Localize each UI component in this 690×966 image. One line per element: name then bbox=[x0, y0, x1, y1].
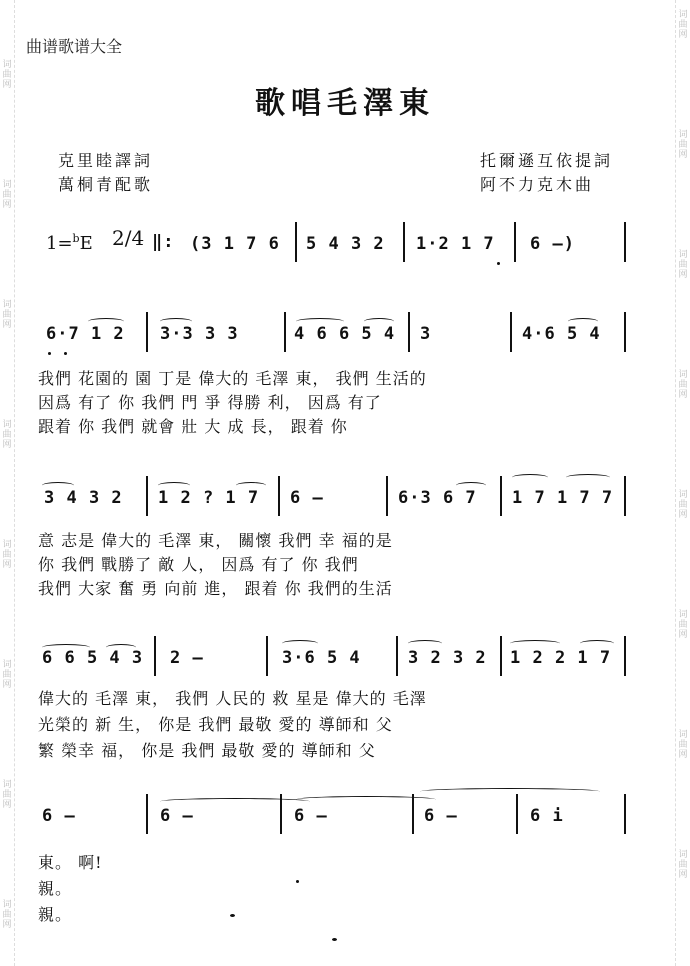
s5-barline-4 bbox=[516, 794, 518, 834]
s4-slur-3 bbox=[282, 640, 318, 647]
s1-barline-3 bbox=[514, 222, 516, 262]
s3-barline-2 bbox=[278, 476, 280, 516]
s3-lyric-verse-3: 我們 大家 奮 勇 向前 進， 跟着 你 我們的生活 bbox=[38, 579, 393, 598]
watermark-left-2: 词曲网 bbox=[2, 180, 12, 210]
s4-barline-1 bbox=[154, 636, 156, 676]
s2-measure-5: 4·6 5 4 bbox=[522, 324, 601, 344]
s5-measure-1: 6 — bbox=[42, 806, 76, 826]
s4-lyric-verse-3: 繁 榮幸 福， 你是 我們 最敬 愛的 導師和 父 bbox=[38, 741, 376, 760]
s5-barline-1 bbox=[146, 794, 148, 834]
watermark-left-1: 词曲网 bbox=[2, 60, 12, 90]
s3-barline-4 bbox=[500, 476, 502, 516]
s2-barline-3 bbox=[408, 312, 410, 352]
stray-mark-2 bbox=[230, 914, 235, 917]
s5-measure-2: 6 — bbox=[160, 806, 194, 826]
s2-lyric-verse-2: 因爲 有了 你 我們 門 爭 得勝 利， 因爲 有了 bbox=[38, 393, 382, 412]
s3-measure-3: 6 — bbox=[290, 488, 324, 508]
s2-lyric-verse-1: 我們 花園的 園 丁是 偉大的 毛澤 東， 我們 生活的 bbox=[38, 369, 427, 388]
time-signature: 2/4 bbox=[112, 226, 145, 250]
watermark-right-7: 词曲网 bbox=[678, 730, 688, 760]
s4-measure-2: 2 — bbox=[170, 648, 204, 668]
left-watermark-strip bbox=[0, 0, 15, 966]
s2-measure-4: 3 bbox=[420, 324, 432, 344]
s3-measure-1: 3 4 3 2 bbox=[44, 488, 123, 508]
watermark-right-6: 词曲网 bbox=[678, 610, 688, 640]
arranger-credit: 萬桐青配歌 bbox=[58, 175, 154, 194]
s1-barline-2 bbox=[403, 222, 405, 262]
s2-low-dot-1 bbox=[48, 352, 51, 355]
s4-barline-4 bbox=[500, 636, 502, 676]
watermark-left-4: 词曲网 bbox=[2, 420, 12, 450]
watermark-right-1: 词曲网 bbox=[678, 10, 688, 40]
s4-measure-3: 3·6 5 4 bbox=[282, 648, 361, 668]
s4-lyric-verse-1: 偉大的 毛澤 東， 我們 人民的 救 星是 偉大的 毛澤 bbox=[38, 689, 427, 708]
watermark-right-4: 词曲网 bbox=[678, 370, 688, 400]
watermark-right-8: 词曲网 bbox=[678, 850, 688, 880]
s3-slur-6 bbox=[566, 474, 610, 481]
site-label: 曲谱歌谱大全 bbox=[26, 37, 123, 56]
watermark-left-3: 词曲网 bbox=[2, 300, 12, 330]
s1-barline-1 bbox=[295, 222, 297, 262]
s4-slur-5 bbox=[510, 640, 560, 647]
s5-lyric-verse-2: 親。 bbox=[38, 879, 73, 898]
s3-barline-3 bbox=[386, 476, 388, 516]
key-flat: b bbox=[72, 232, 80, 245]
s1-measure-4: 6 —) bbox=[530, 234, 575, 254]
s1-measure-3: 1·2 1 7 bbox=[416, 234, 495, 254]
s4-slur-4 bbox=[408, 640, 442, 647]
watermark-left-7: 词曲网 bbox=[2, 780, 12, 810]
s2-barline-end bbox=[624, 312, 626, 352]
s1-measure-2: 5 4 3 2 bbox=[306, 234, 385, 254]
repeat-sign: ‖: bbox=[152, 232, 175, 252]
s5-barline-3 bbox=[412, 794, 414, 834]
s3-lyric-verse-2: 你 我們 戰勝了 敵 人， 因爲 有了 你 我們 bbox=[38, 555, 359, 574]
watermark-left-8: 词曲网 bbox=[2, 900, 12, 930]
watermark-right-5: 词曲网 bbox=[678, 490, 688, 520]
s3-measure-5: 1 7 1 7 7 bbox=[512, 488, 614, 508]
s4-measure-1: 6 6 5 4 3 bbox=[42, 648, 144, 668]
composer-credit: 阿不力克木曲 bbox=[480, 175, 595, 194]
s5-lyric-verse-3: 親。 bbox=[38, 905, 73, 924]
s4-lyric-verse-2: 光榮的 新 生， 你是 我們 最敬 愛的 導師和 父 bbox=[38, 715, 393, 734]
s2-barline-4 bbox=[510, 312, 512, 352]
s4-measure-4: 3 2 3 2 bbox=[408, 648, 487, 668]
s1-measure-1: (3 1 7 6 bbox=[190, 234, 280, 254]
page-title: 歌唱毛澤東 bbox=[255, 86, 435, 121]
s5-barline-end bbox=[624, 794, 626, 834]
s4-barline-end bbox=[624, 636, 626, 676]
stray-mark-1 bbox=[296, 880, 299, 883]
s3-measure-4: 6·3 6 7 bbox=[398, 488, 477, 508]
key-prefix: 1= bbox=[46, 233, 73, 254]
s3-lyric-verse-1: 意 志是 偉大的 毛澤 東， 關懷 我們 幸 福的是 bbox=[38, 531, 393, 550]
stray-mark-3 bbox=[332, 938, 337, 941]
s3-slur-5 bbox=[512, 474, 548, 481]
s4-barline-2 bbox=[266, 636, 268, 676]
s5-tie-3 bbox=[420, 788, 600, 795]
s5-tie-1 bbox=[160, 798, 310, 805]
watermark-left-5: 词曲网 bbox=[2, 540, 12, 570]
s5-measure-3: 6 — bbox=[294, 806, 328, 826]
watermark-right-3: 词曲网 bbox=[678, 250, 688, 280]
s2-measure-3: 4 6 6 5 4 bbox=[294, 324, 396, 344]
s5-measure-4: 6 — bbox=[424, 806, 458, 826]
lyric-translator-credit: 克里睦譯詞 bbox=[58, 151, 154, 170]
s4-barline-3 bbox=[396, 636, 398, 676]
s4-measure-5: 1 2 2 1 7 bbox=[510, 648, 612, 668]
s2-measure-1: 6·7 1 2 bbox=[46, 324, 125, 344]
s2-low-dot-2 bbox=[64, 352, 67, 355]
s2-lyric-verse-3: 跟着 你 我們 就會 壯 大 成 長， 跟着 你 bbox=[38, 417, 348, 436]
s2-measure-2: 3·3 3 3 bbox=[160, 324, 239, 344]
s2-barline-2 bbox=[284, 312, 286, 352]
key-note: E bbox=[79, 233, 93, 254]
s1-barline-end bbox=[624, 222, 626, 262]
s5-tie-2 bbox=[296, 796, 436, 803]
key-signature bbox=[46, 232, 93, 254]
s5-lyric-verse-1: 東。 啊! bbox=[38, 853, 103, 872]
s3-barline-1 bbox=[146, 476, 148, 516]
s3-measure-2: 1 2 ? 1 7 bbox=[158, 488, 260, 508]
watermark-right-2: 词曲网 bbox=[678, 130, 688, 160]
s5-measure-5: 6 i bbox=[530, 806, 564, 826]
s2-barline-1 bbox=[146, 312, 148, 352]
s5-barline-2 bbox=[280, 794, 282, 834]
watermark-left-6: 词曲网 bbox=[2, 660, 12, 690]
s4-slur-6 bbox=[580, 640, 614, 647]
s1-low-dot bbox=[497, 262, 500, 265]
lyricist-credit: 托爾遜互依提詞 bbox=[480, 151, 614, 170]
s3-barline-end bbox=[624, 476, 626, 516]
